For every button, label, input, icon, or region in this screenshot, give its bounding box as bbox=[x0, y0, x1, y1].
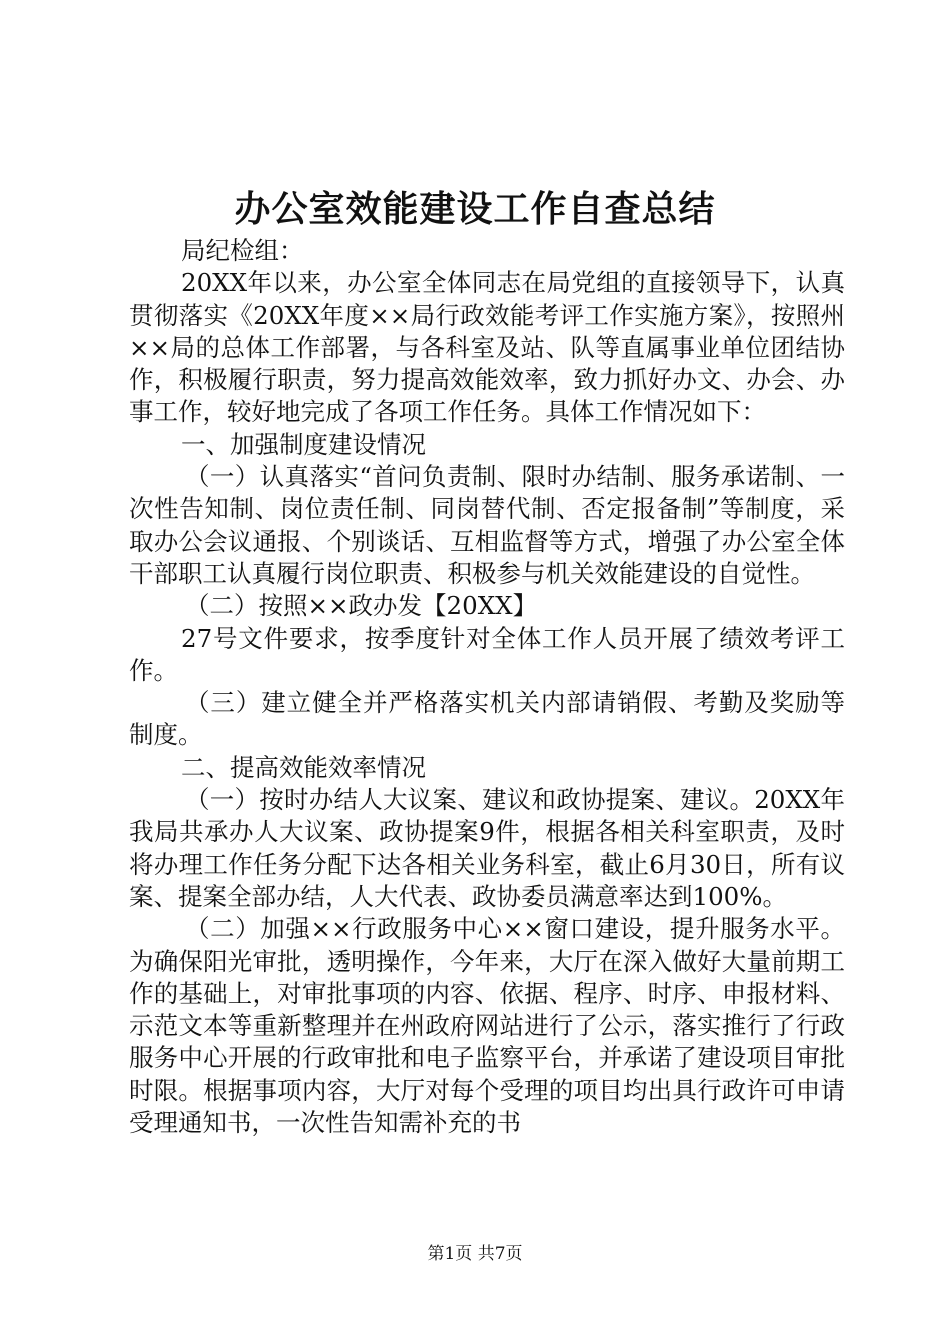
salutation: 局纪检组： bbox=[181, 236, 304, 265]
paragraph-1-2: （二）按照××政办发【20XX】 bbox=[185, 591, 538, 621]
document-title: 办公室效能建设工作自查总结 bbox=[234, 188, 716, 230]
paragraph-1-1: （一）认真落实“首问负责制、限时办结制、服务承诺制、一次性告知制、岗位责任制、同岗替代制、否定报备制”等制度，采取办公会议通报、个别谈话、互相监督等方式，增强了办公室全体干部职工认真履行岗位职责、积极参与机关效能建设的自觉性。 bbox=[129, 462, 845, 588]
intro-paragraph: 20XX年以来，办公室全体同志在局党组的直接领导下，认真贯彻落实《20XX年度××局行政效能考评工作实施方案》，按照州××局的总体工作部署，与各科室及站、队等直属事业单位团结协作，积极履行职责，努力提高效能效率，致力抓好办文、办会、办事工作，较好地完成了各项工作任务。具体工作情况如下： bbox=[129, 268, 845, 427]
paragraph-2-1: （一）按时办结人大议案、建议和政协提案、建议。20XX年我局共承办人大议案、政协提案9件，根据各相关科室职责，及时将办理工作任务分配下达各相关业务科室，截止6月30日，所有议案、提案全部办结，人大代表、政协委员满意率达到100%。 bbox=[129, 785, 845, 911]
section-heading-2: 二、提高效能效率情况 bbox=[181, 752, 426, 782]
paragraph-1-3: （三）建立健全并严格落实机关内部请销假、考勤及奖励等制度。 bbox=[129, 688, 845, 750]
paragraph-1-2-continued: 27号文件要求，按季度针对全体工作人员开展了绩效考评工作。 bbox=[129, 623, 845, 685]
document-body bbox=[129, 235, 845, 1139]
page-footer: 第1页 共7页 bbox=[427, 1244, 523, 1264]
section-heading-1: 一、加强制度建设情况 bbox=[181, 429, 426, 459]
paragraph-2-2: （二）加强××行政服务中心××窗口建设，提升服务水平。为确保阳光审批，透明操作，今年来，大厅在深入做好大量前期工作的基础上，对审批事项的内容、依据、程序、时序、申报材料、示范文本等重新整理并在州政府网站进行了公示，落实推行了行政服务中心开展的行政审批和电子监察平台，并承诺了建设项目审批时限。根据事项内容，大厅对每个受理的项目均出具行政许可申请受理通知书，一次性告知需补充的书 bbox=[129, 914, 845, 1138]
